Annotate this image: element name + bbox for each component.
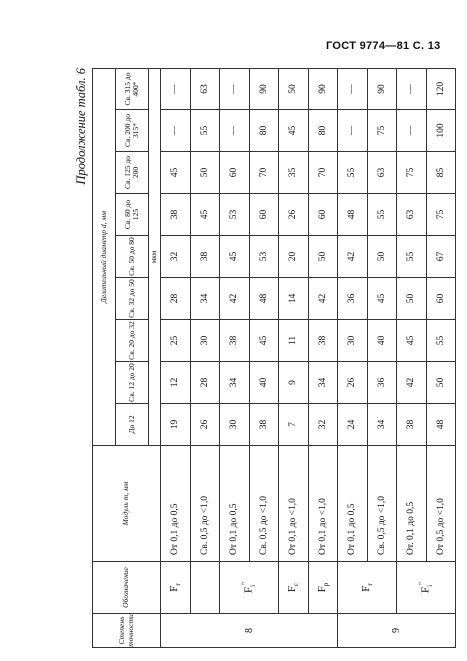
col-header-module: Модуль m, мм	[93, 446, 161, 562]
value-cell: 50	[279, 69, 309, 110]
symbol-cell: $F_i''$	[220, 562, 279, 614]
module-cell: От 0,1 до 0,5	[338, 446, 368, 562]
value-cell: 36	[367, 362, 397, 404]
value-cell: 32	[308, 404, 338, 446]
value-cell: 63	[397, 194, 427, 236]
col-header-diameter: Св. 80 до 125	[116, 194, 149, 236]
table-row	[220, 69, 250, 648]
tolerance-table	[92, 68, 456, 648]
value-cell: 63	[190, 69, 220, 110]
value-cell: 100	[426, 110, 456, 152]
value-cell: —	[397, 110, 427, 152]
module-cell: От 0,1 до <1,0	[308, 446, 338, 562]
value-cell: 90	[367, 69, 397, 110]
value-cell: 67	[426, 236, 456, 278]
value-cell: 55	[338, 152, 368, 194]
value-cell: 45	[249, 320, 279, 362]
value-cell: 48	[338, 194, 368, 236]
value-cell: 38	[161, 194, 191, 236]
table-row	[397, 69, 427, 648]
col-header-diameter: Св. 32 до 50	[116, 278, 149, 320]
value-cell: 75	[367, 110, 397, 152]
col-header-designation: Обозначение	[93, 562, 161, 614]
module-cell: Св. 0,5 до <1,0	[190, 446, 220, 562]
value-cell: 42	[220, 278, 250, 320]
value-cell: 26	[279, 194, 309, 236]
value-cell: 34	[190, 278, 220, 320]
value-cell: 11	[279, 320, 309, 362]
value-cell: 55	[397, 236, 427, 278]
table-row	[367, 69, 397, 648]
value-cell: 28	[190, 362, 220, 404]
value-cell: 30	[220, 404, 250, 446]
value-cell: 45	[367, 278, 397, 320]
col-header-diameter: Св. 200 до 315*	[116, 110, 149, 152]
value-cell: 53	[220, 194, 250, 236]
value-cell: 36	[338, 278, 368, 320]
value-cell: 45	[161, 152, 191, 194]
value-cell: 12	[161, 362, 191, 404]
value-cell: 35	[279, 152, 309, 194]
value-cell: —	[161, 110, 191, 152]
value-cell: —	[161, 69, 191, 110]
value-cell: —	[338, 110, 368, 152]
value-cell: 45	[190, 194, 220, 236]
value-cell: 50	[397, 278, 427, 320]
value-cell: 45	[397, 320, 427, 362]
value-cell: 26	[190, 404, 220, 446]
value-cell: 42	[397, 362, 427, 404]
value-cell: 40	[249, 362, 279, 404]
degree-cell: 9	[338, 614, 456, 648]
module-cell: От 0,5 до <1,0	[426, 446, 456, 562]
value-cell: 34	[220, 362, 250, 404]
col-header-degree: Степень точности	[93, 614, 161, 648]
value-cell: —	[220, 69, 250, 110]
col-header-diameter: До 12	[116, 404, 149, 446]
value-cell: 90	[308, 69, 338, 110]
value-cell: 34	[308, 362, 338, 404]
value-cell: 42	[338, 236, 368, 278]
value-cell: 50	[367, 236, 397, 278]
module-cell: От 0,1 до 0,5	[161, 446, 191, 562]
value-cell: 48	[426, 404, 456, 446]
symbol-cell: $F_i''$	[397, 562, 456, 614]
value-cell: 50	[308, 236, 338, 278]
value-cell: 60	[426, 278, 456, 320]
value-cell: 75	[397, 152, 427, 194]
value-cell: 40	[367, 320, 397, 362]
value-cell: 48	[249, 278, 279, 320]
value-cell: 60	[220, 152, 250, 194]
symbol-cell: $F_r$	[161, 562, 191, 614]
table-row	[190, 69, 220, 648]
value-cell: 38	[308, 320, 338, 362]
value-cell: —	[220, 110, 250, 152]
symbol-cell: $F_r$	[338, 562, 397, 614]
value-cell: 19	[161, 404, 191, 446]
table-row	[161, 69, 191, 648]
value-cell: 90	[249, 69, 279, 110]
table-row	[338, 69, 368, 648]
table-row	[308, 69, 338, 648]
rotated-table-block	[74, 68, 452, 648]
value-cell: 45	[279, 110, 309, 152]
table-row	[249, 69, 279, 648]
value-cell: 30	[190, 320, 220, 362]
degree-cell: 8	[161, 614, 338, 648]
value-cell: 25	[161, 320, 191, 362]
module-cell: Св. 0,5 до <1,0	[367, 446, 397, 562]
value-cell: 20	[279, 236, 309, 278]
col-header-diameter-group: Делительный диаметр d, мм	[93, 69, 116, 446]
value-cell: —	[338, 69, 368, 110]
value-cell: 14	[279, 278, 309, 320]
value-cell: 42	[308, 278, 338, 320]
value-cell: 24	[338, 404, 368, 446]
value-cell: 38	[190, 236, 220, 278]
value-cell: 60	[308, 194, 338, 236]
table-row	[426, 69, 456, 648]
symbol-cell: $F_c$	[279, 562, 309, 614]
value-cell: —	[397, 69, 427, 110]
value-cell: 60	[249, 194, 279, 236]
value-cell: 7	[279, 404, 309, 446]
value-cell: 28	[161, 278, 191, 320]
value-cell: 120	[426, 69, 456, 110]
page-header: ГОСТ 9774—81 С. 13	[326, 40, 441, 52]
value-cell: 80	[249, 110, 279, 152]
value-cell: 38	[220, 320, 250, 362]
value-cell: 32	[161, 236, 191, 278]
table-caption: Продолжение табл. 6	[74, 68, 88, 185]
value-cell: 45	[220, 236, 250, 278]
value-cell: 9	[279, 362, 309, 404]
value-cell: 34	[367, 404, 397, 446]
value-cell: 85	[426, 152, 456, 194]
value-cell: 55	[426, 320, 456, 362]
symbol-cell: $F_p$	[308, 562, 338, 614]
value-cell: 50	[426, 362, 456, 404]
value-cell: 38	[397, 404, 427, 446]
module-cell: От. 0,1 до 0,5	[397, 446, 427, 562]
value-cell: 55	[367, 194, 397, 236]
unit-label: мкм	[149, 69, 161, 446]
value-cell: 70	[249, 152, 279, 194]
value-cell: 55	[190, 110, 220, 152]
module-cell: От 0,1 до 0,5	[220, 446, 250, 562]
col-header-diameter: Св. 315 до 400*	[116, 69, 149, 110]
col-header-diameter: Св. 125 до 200	[116, 152, 149, 194]
value-cell: 30	[338, 320, 368, 362]
value-cell: 26	[338, 362, 368, 404]
module-cell: Св. 0,5 до <1,0	[249, 446, 279, 562]
col-header-diameter: Св. 50 до 80	[116, 236, 149, 278]
value-cell: 70	[308, 152, 338, 194]
col-header-diameter: Св. 20 до 32	[116, 320, 149, 362]
module-cell: От 0,1 до <1,0	[279, 446, 309, 562]
value-cell: 80	[308, 110, 338, 152]
col-header-diameter: Св. 12 до 20	[116, 362, 149, 404]
value-cell: 38	[249, 404, 279, 446]
value-cell: 63	[367, 152, 397, 194]
value-cell: 50	[190, 152, 220, 194]
table-row	[279, 69, 309, 648]
value-cell: 75	[426, 194, 456, 236]
symbol-cell	[190, 562, 220, 614]
value-cell: 53	[249, 236, 279, 278]
table-body	[161, 69, 456, 648]
